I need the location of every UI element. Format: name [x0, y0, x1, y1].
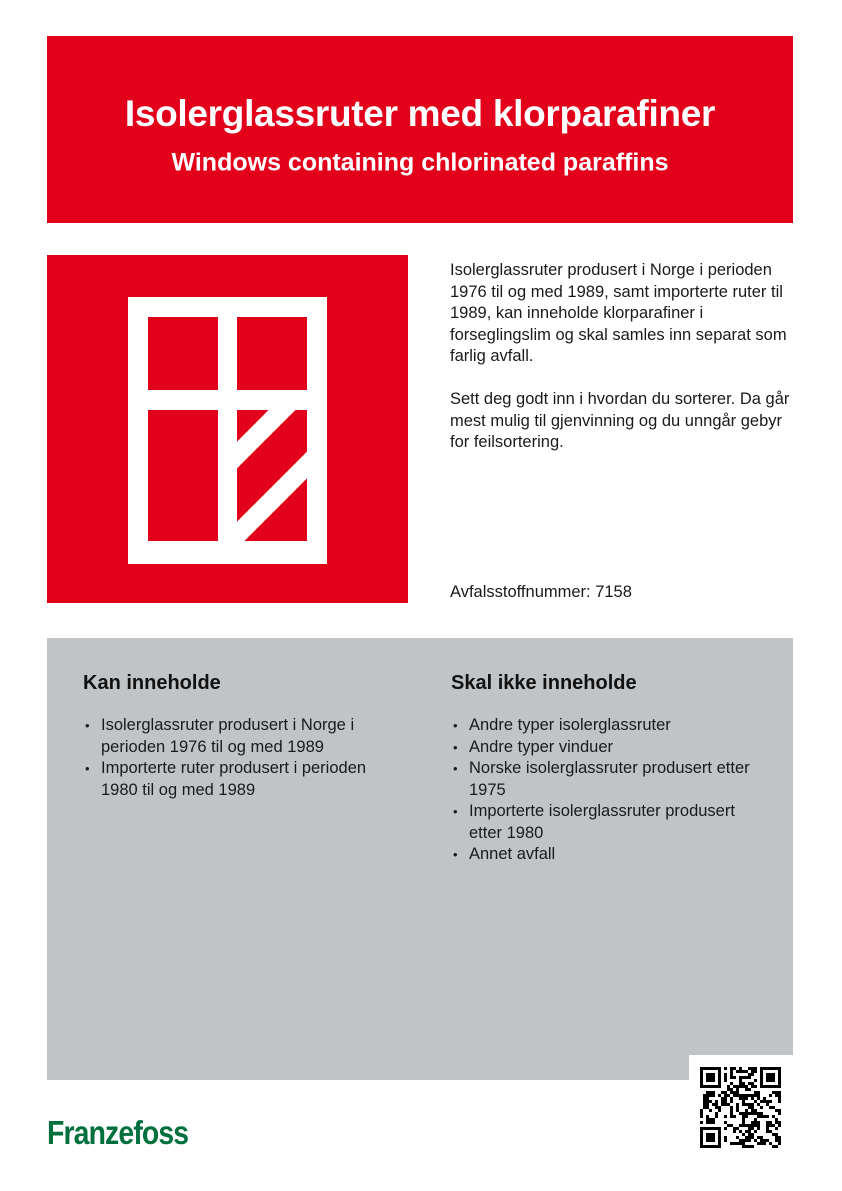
- list-item: • Importerte ruter produsert i perioden 1980 til og med 1989: [83, 758, 403, 801]
- list-item: • Andre typer vinduer: [451, 737, 771, 759]
- window-icon: [47, 255, 408, 603]
- may-contain-heading: Kan inneholde: [83, 672, 221, 694]
- list-item: • Isolerglassruter produsert i Norge i perioden 1976 til og med 1989: [83, 715, 403, 758]
- description-paragraph-2: Sett deg godt inn i hvordan du sorterer. Da går mest mulig til gjenvinning og du unngår gebyr for feilsortering.: [450, 390, 790, 451]
- must-not-contain-list: [451, 715, 771, 866]
- list-item: • Andre typer isolerglassruter: [451, 715, 771, 737]
- description: [450, 260, 800, 475]
- qr-code-icon: [700, 1067, 781, 1148]
- window-illustration: [47, 255, 408, 603]
- contents-panel: [47, 638, 793, 1080]
- may-contain-section: [83, 671, 403, 801]
- list-item: • Importerte isolerglassruter produsert etter 1980: [451, 801, 771, 844]
- list-item: • Norske isolerglassruter produsert etter 1975: [451, 758, 771, 801]
- header-banner: [47, 36, 793, 223]
- qr-code[interactable]: [689, 1055, 793, 1159]
- list-item: • Annet avfall: [451, 844, 771, 866]
- page-subtitle: Windows containing chlorinated paraffins: [171, 148, 669, 177]
- description-paragraph-1: Isolerglassruter produsert i Norge i perioden 1976 til og med 1989, samt importerte ruter til 1989, kan inneholde klorparafiner i forseglingslim og skal samles inn separat som farlig avfall.: [450, 261, 787, 365]
- must-not-contain-section: [451, 671, 771, 866]
- franzefoss-logo: Franzefoss: [47, 1114, 189, 1151]
- must-not-contain-heading: Skal ikke inneholde: [451, 672, 637, 694]
- page-title: Isolerglassruter med klorparafiner: [124, 93, 716, 134]
- may-contain-list: [83, 715, 403, 801]
- waste-code: Avfalsstoffnummer: 7158: [450, 583, 632, 601]
